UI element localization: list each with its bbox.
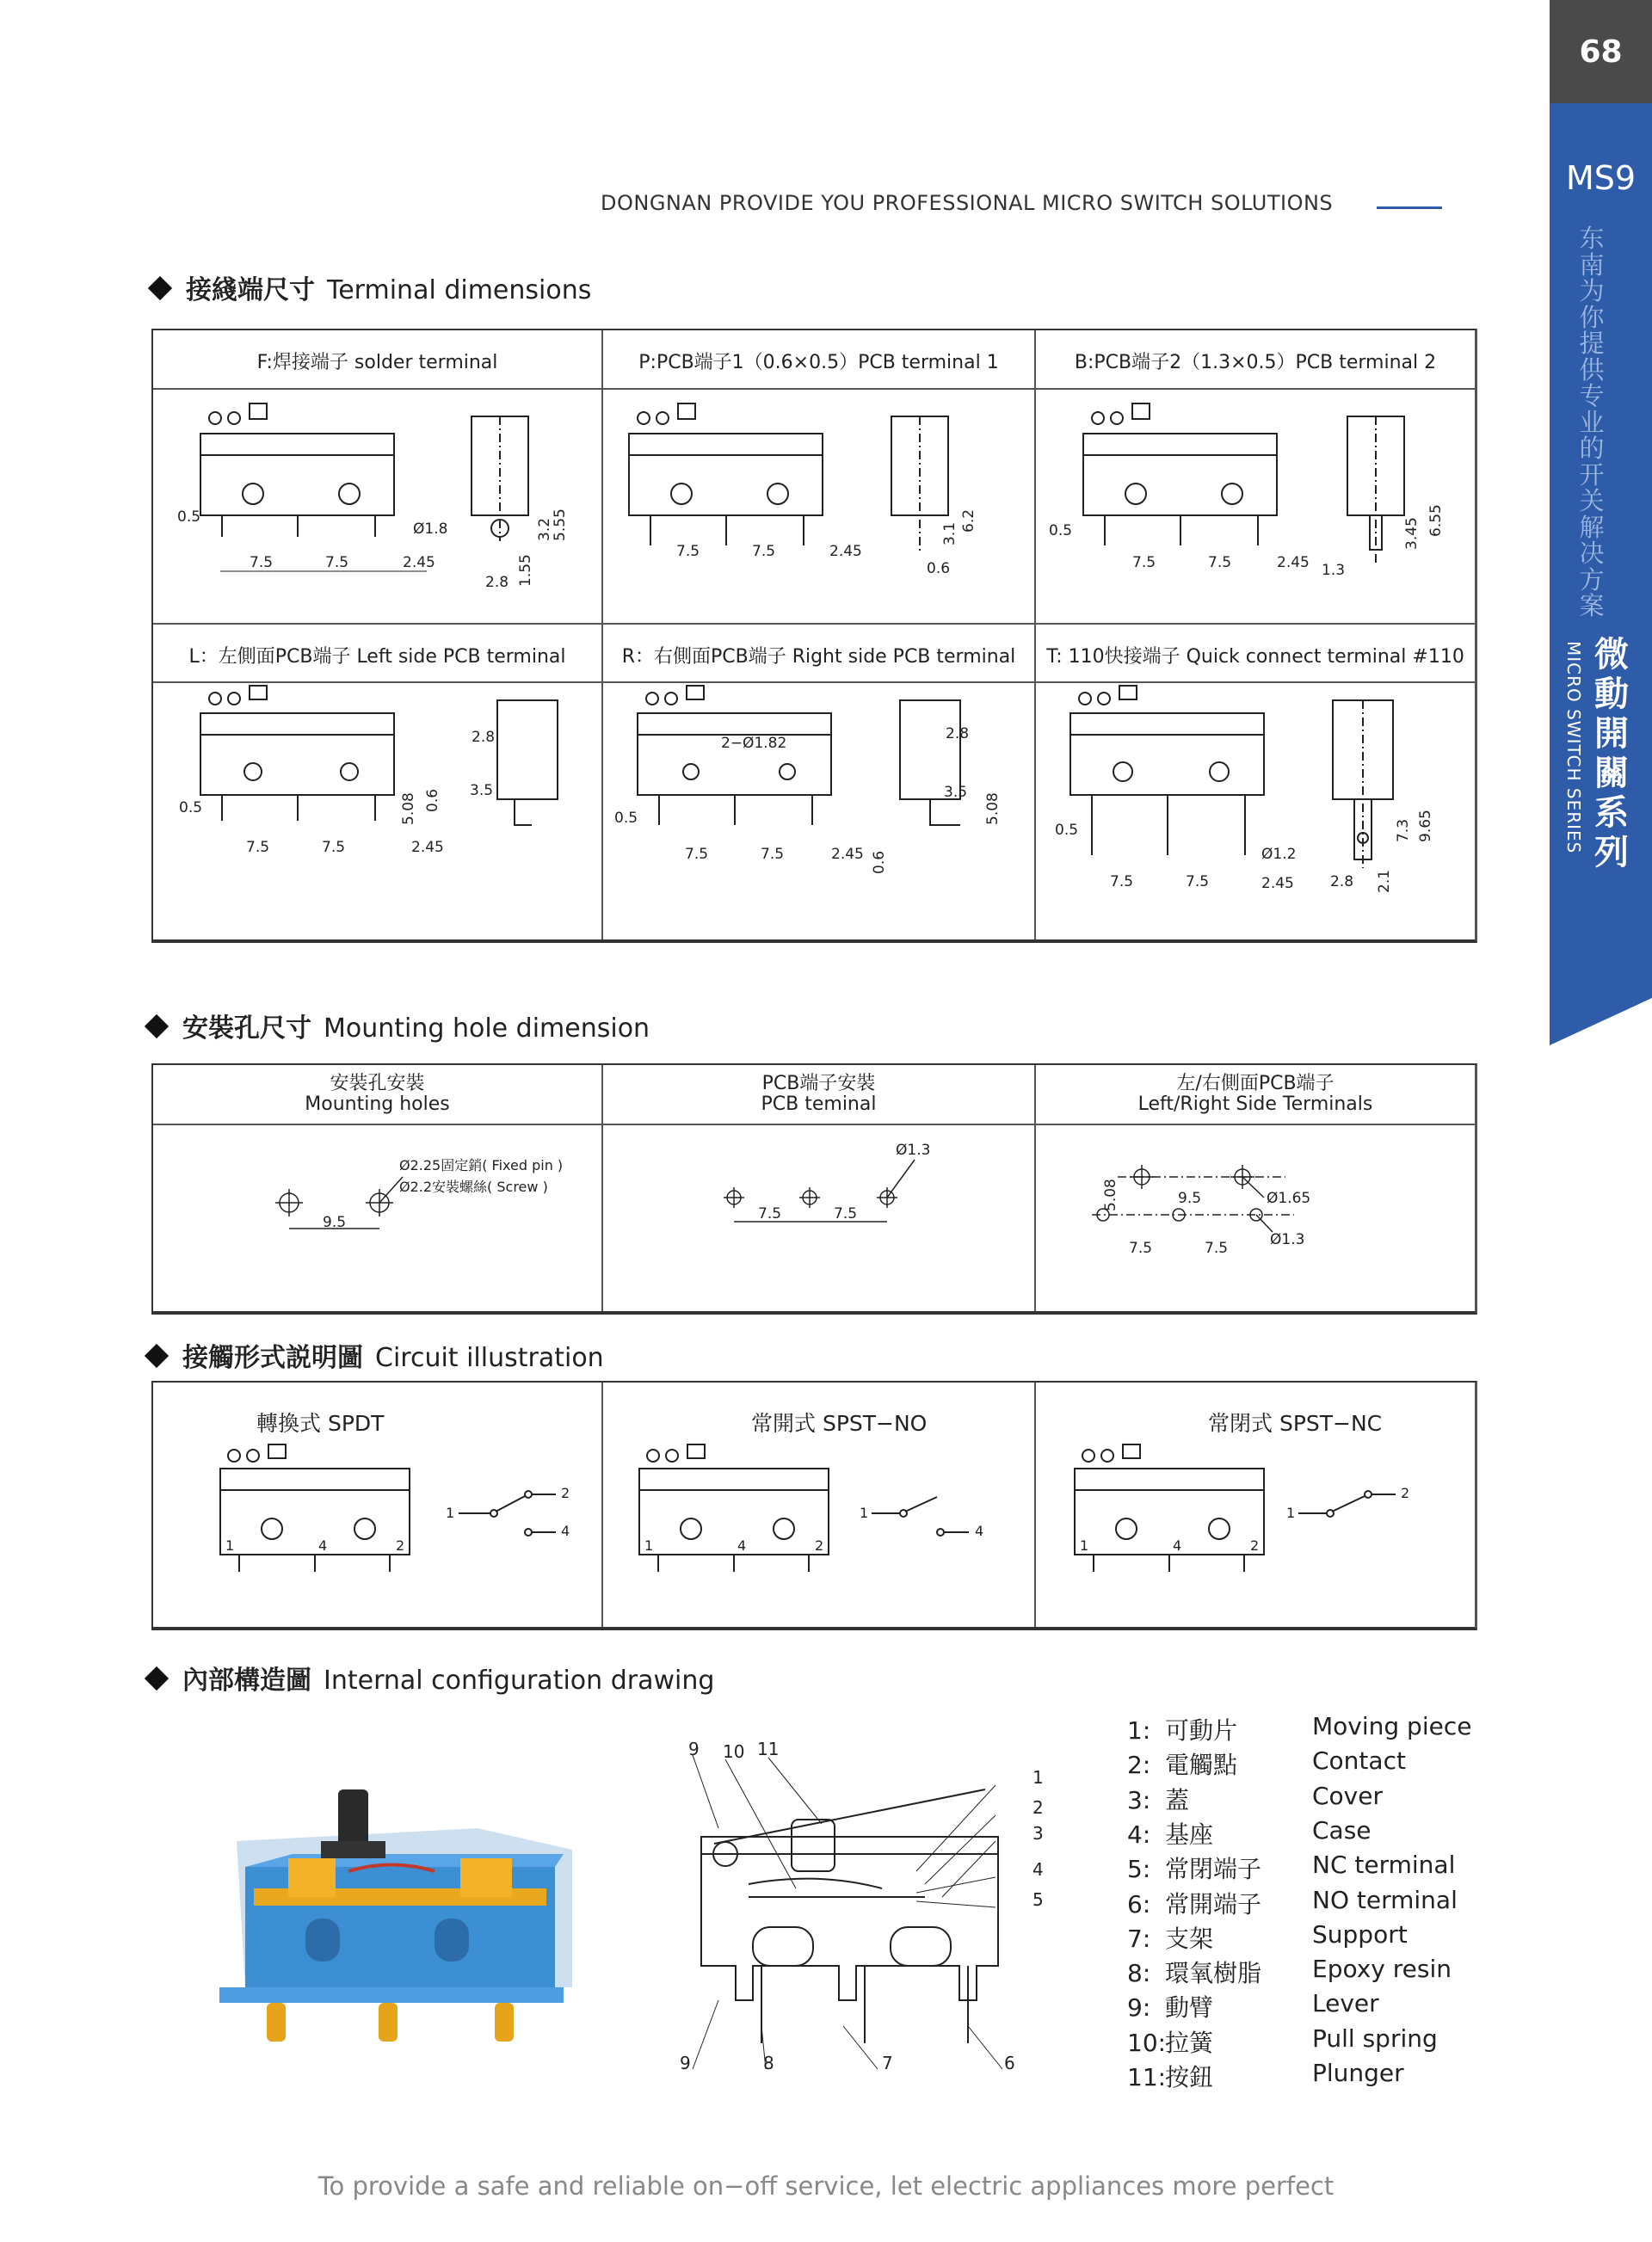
legend-en: NC terminal [1312,1851,1456,1880]
dim-text: 6.55 [1427,504,1445,537]
dim-text: 7.5 [1132,554,1156,571]
dim-text: 0.5 [614,810,638,827]
legend-en: Moving piece [1312,1712,1472,1740]
dim-text: Ø1.3 [1270,1231,1305,1248]
dim-text: 7.5 [1205,1240,1229,1257]
footer-slogan: To provide a safe and reliable on−off service, let electric appliances more perfect [317,2171,1335,2201]
dim-text: 3.5 [470,782,494,799]
callout: 3 [1032,1823,1044,1844]
dim-text: 3.1 [941,521,959,545]
dim-text: 7.5 [676,543,700,560]
mount-head-pcb: PCB端子安裝 PCB teminal [761,1073,877,1115]
diamond-bullet-icon [148,276,172,300]
switch-3d-render [219,1789,581,2048]
legend-cn: 動臂 [1165,1993,1214,2023]
pin-number: 4 [318,1537,328,1554]
legend-num: 6: [1127,1889,1151,1919]
dim-text: 1.55 [517,554,534,587]
pin-label: 2 [1401,1485,1410,1501]
dim-text: 2.8 [485,574,509,591]
legend-en: Plunger [1312,2059,1404,2087]
dim-text: 7.5 [246,839,270,856]
pcb-mounting-drawing [603,1125,1033,1309]
tagline: DONGNAN PROVIDE YOU PROFESSIONAL MICRO SWITCH SOLUTIONS [601,191,1334,215]
dim-text: 5.08 [984,792,1002,825]
series-code: MS9 [1565,159,1637,197]
mount-head-side: 左/右側面PCB端子 Left/Right Side Terminals [1137,1073,1373,1115]
dim-text: 2.45 [1277,554,1310,571]
legend-cn: 環氧樹脂 [1165,1959,1262,1988]
legend-num: 8: [1127,1959,1151,1988]
legend-cn: 常閉端子 [1165,1855,1262,1884]
legend-num: 3: [1127,1785,1151,1814]
dim-text: 5.08 [1102,1179,1119,1211]
pin-number: 2 [1250,1537,1260,1554]
legend-row [1127,1781,1383,1816]
legend-num: 2: [1127,1751,1151,1780]
dim-text: 2.45 [411,839,444,856]
legend-num: 9: [1127,1993,1151,2023]
cell-label-pcb2: B:PCB端子2（1.3×0.5）PCB terminal 2 [1074,352,1437,373]
callout: 10 [723,1742,745,1762]
dim-text: 9.5 [323,1214,347,1231]
dim-text: 2.8 [946,725,970,742]
legend-en: Contact [1312,1746,1406,1776]
dim-text: 0.6 [424,788,441,812]
cell-label-left-side: L：左側面PCB端子 Left side PCB terminal [188,646,566,668]
diamond-bullet-icon [145,1014,169,1038]
pin-label: 1 [860,1505,869,1521]
legend-en: Support [1312,1919,1408,1949]
mount-note-screw: Ø2.2安裝螺絲( Screw ) [399,1179,548,1195]
dim-text: 7.5 [1110,873,1134,890]
legend-cn: 常開端子 [1165,1889,1262,1919]
circuit-label-spdt: 轉換式 SPDT [256,1411,385,1436]
dim-text: Ø1.3 [896,1142,931,1159]
terminal-table [151,329,1477,943]
dim-text: 7.5 [752,543,776,560]
dim-text: 7.5 [250,554,274,571]
internal-cross-section [667,1742,1080,2086]
legend-row [1127,1989,1379,2023]
mount-head-holes: 安裝孔安裝 Mounting holes [305,1073,450,1115]
dim-text: 7.5 [834,1205,858,1223]
cell-label-solder: F:焊接端子 solder terminal [256,352,498,373]
cell-label-right-side: R：右側面PCB端子 Right side PCB terminal [621,646,1016,668]
solder-terminal-drawing [153,391,601,621]
legend-en: Case [1312,1815,1372,1845]
spst-nc-diagram [1036,1426,1473,1623]
dim-text: Ø1.65 [1267,1190,1311,1207]
cell-label-pcb1: P:PCB端子1（0.6×0.5）PCB terminal 1 [638,352,999,373]
pin-label: 4 [561,1523,570,1539]
dim-text: Ø1.8 [413,520,448,538]
page-number: 68 [1550,0,1652,103]
dim-text: 1.3 [1322,562,1346,579]
legend-row [1127,2059,1404,2093]
legend-row [1127,2023,1438,2059]
pin-label: 2 [561,1485,570,1501]
diamond-bullet-icon [145,1666,169,1691]
callout: 4 [1032,1859,1044,1880]
legend-row [1127,1919,1408,1955]
callout: 9 [688,1742,700,1759]
left-side-terminal-drawing [153,683,601,936]
legend-row [1127,1885,1458,1920]
pin-number: 1 [1080,1537,1089,1554]
mounting-holes-drawing [153,1125,601,1309]
legend-num: 1: [1127,1716,1151,1745]
dim-text: 7.5 [322,839,346,856]
legend-cn: 可動片 [1165,1716,1238,1745]
pin-label: 4 [975,1523,984,1539]
callout: 5 [1032,1889,1044,1910]
legend-en: NO terminal [1312,1885,1458,1914]
dim-text: 7.5 [758,1205,782,1223]
dim-text: 0.5 [1055,822,1079,839]
legend-row [1127,1712,1472,1746]
callout: 6 [1004,2053,1015,2073]
pin-number: 4 [737,1537,747,1554]
legend-cn: 電觸點 [1165,1751,1238,1780]
callout: 8 [763,2053,774,2073]
circuit-table [151,1381,1477,1630]
legend-row [1127,1815,1372,1851]
circuit-label-spst-no: 常開式 SPST−NO [751,1411,928,1436]
dim-text: 7.5 [325,554,349,571]
section-title-mounting: 安裝孔尺寸 Mounting hole dimension [141,1007,650,1044]
legend-num: 11: [1127,2063,1167,2091]
legend-cn: 蓋 [1165,1785,1190,1814]
dim-text: 0.5 [1049,522,1073,539]
tagline-rule [1377,206,1442,209]
right-side-terminal-drawing [603,683,1033,936]
legend-num: 7: [1127,1924,1151,1953]
callout: 11 [757,1742,780,1759]
legend-cn: 拉簧 [1165,2028,1214,2057]
legend-cn: 按鈕 [1165,2063,1214,2091]
pin-label: 1 [446,1505,455,1521]
pcb2-terminal-drawing [1036,391,1473,621]
legend-num: 5: [1127,1855,1151,1884]
legend-en: Pull spring [1312,2023,1438,2053]
section-title-internal: 內部構造圖 Internal configuration drawing [141,1659,714,1697]
section-title-circuit: 接觸形式説明圖 Circuit illustration [141,1336,604,1374]
dim-text: 0.5 [179,799,203,816]
dim-text: 7.5 [685,846,709,863]
dim-text: 2.1 [1376,869,1393,893]
dim-text: 7.5 [761,846,785,863]
legend-en: Cover [1312,1781,1383,1810]
dim-text: 9.5 [1178,1190,1202,1207]
dim-text: 2.45 [403,554,435,571]
cell-label-quick-connect: T: 110快接端子 Quick connect terminal #110 [1046,646,1464,668]
dim-text: 5.55 [552,508,569,541]
callout: 2 [1032,1797,1044,1818]
spdt-diagram [153,1426,601,1623]
dim-text: Ø1.2 [1261,846,1297,863]
dim-text: 7.5 [1129,1240,1153,1257]
spst-no-diagram [603,1426,1033,1623]
dim-text: 2−Ø1.82 [721,735,787,752]
callout: 9 [680,2053,691,2073]
dim-text: 7.5 [1208,554,1232,571]
dim-text: 3.2 [536,517,553,541]
dim-text: 0.5 [177,508,201,526]
legend-row [1127,1851,1456,1885]
dim-text: 0.6 [927,560,951,577]
dim-text: 7.3 [1395,818,1412,842]
legend-cn: 基座 [1165,1820,1214,1849]
pin-label: 1 [1286,1505,1296,1521]
side-band-tip [1550,981,1652,1050]
legend-num: 10: [1127,2028,1167,2057]
dim-text: 3.5 [944,784,968,801]
dim-text: 9.65 [1417,810,1434,842]
legend-en: Lever [1312,1989,1379,2018]
dim-text: 2.45 [831,846,864,863]
diamond-bullet-icon [145,1344,169,1368]
callout: 1 [1032,1767,1044,1788]
dim-text: 5.08 [400,792,417,825]
legend-row [1127,1746,1406,1781]
dim-text: 0.6 [871,850,888,874]
pin-number: 4 [1173,1537,1182,1554]
side-slogan: 东南为你提供专业的开关解决方案 [1579,224,1605,620]
dim-text: 2.8 [1330,873,1354,890]
legend-en: Epoxy resin [1312,1955,1452,1984]
side-mounting-drawing [1036,1125,1473,1309]
legend-cn: 支架 [1165,1924,1214,1953]
dim-text: 2.45 [829,543,862,560]
dim-text: 3.45 [1403,517,1421,550]
mounting-table [151,1063,1477,1315]
side-series-cn: 微動開關系列 [1594,635,1629,872]
pin-number: 2 [396,1537,405,1554]
dim-text: 2.8 [472,729,496,746]
circuit-label-spst-nc: 常閉式 SPST−NC [1208,1411,1383,1436]
dim-text: 6.2 [960,508,977,533]
legend-row [1127,1955,1452,1989]
callout: 7 [882,2053,893,2073]
dim-text: 2.45 [1261,875,1294,892]
dim-text: 7.5 [1186,873,1210,890]
legend-num: 4: [1127,1820,1151,1849]
quick-connect-terminal-drawing [1036,683,1473,936]
mount-note-pin: Ø2.25固定銷( Fixed pin ) [399,1157,564,1173]
section-title-terminal: 接綫端尺寸 Terminal dimensions [145,268,591,306]
pin-number: 1 [225,1537,235,1554]
side-series-en: MICRO SWITCH SERIES [1563,641,1584,854]
pin-number: 1 [644,1537,654,1554]
pin-number: 2 [815,1537,824,1554]
pcb1-terminal-drawing [603,391,1033,621]
